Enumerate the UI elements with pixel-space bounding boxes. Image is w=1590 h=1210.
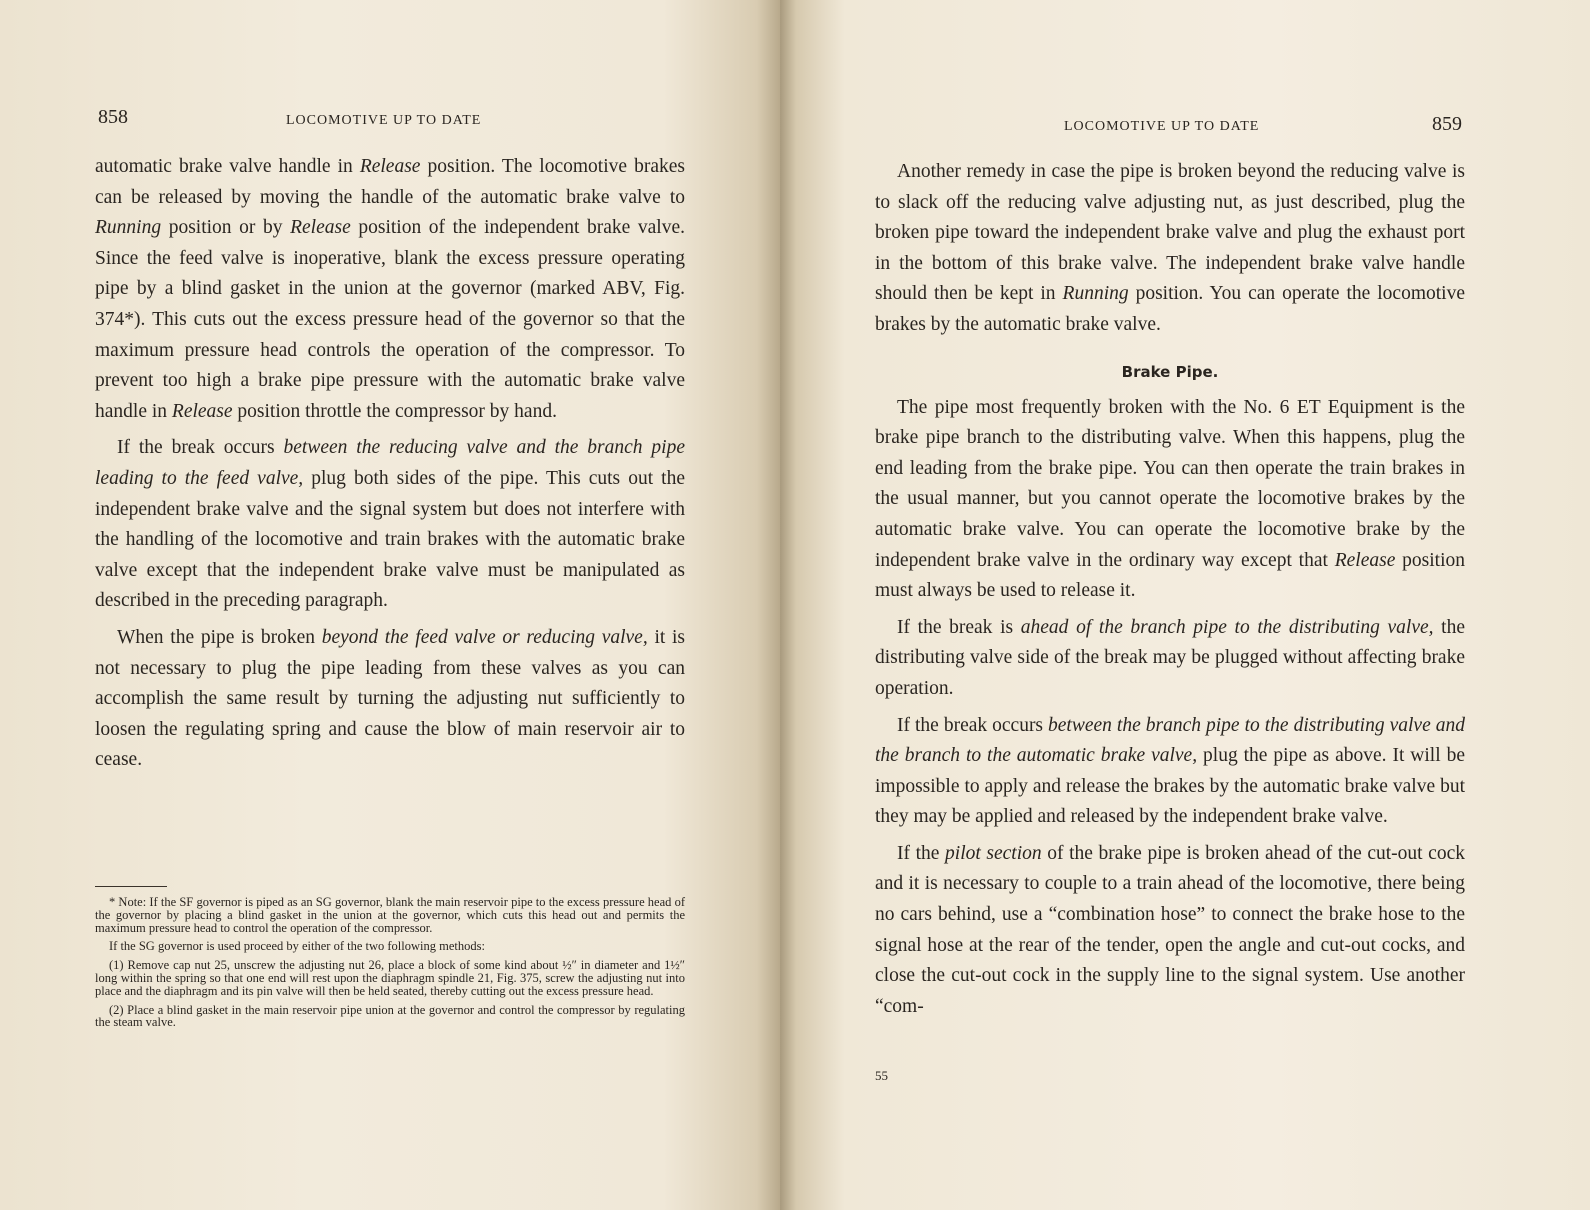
footnotes: [95, 896, 685, 1035]
italic-run: ahead of the branch pipe to the distributing valve,: [1020, 616, 1434, 638]
paragraphs-before-heading: [875, 157, 1465, 341]
paragraph: [875, 393, 1465, 607]
section-heading: Brake Pipe.: [1121, 362, 1219, 381]
signature-mark: 55: [875, 1068, 888, 1083]
text-run: If the break is: [897, 616, 1021, 638]
text-run: automatic brake valve handle in: [95, 156, 360, 177]
text-run: position of the independent brake valve. Since the feed valve is inoperative, blank the excess pressure operating pipe by a blind gasket in the union at the governor (marked ABV, Fig. 374*). This cuts out the excess pressure head of the governor so that the maximum pressure head controls the operation of the compressor. To prevent too high a brake pipe pressure with the automatic brake valve handle in: [95, 217, 685, 422]
footnote-paragraph: (1) Remove cap nut 25, unscrew the adjusting nut 26, place a block of some kind about ½″ in diameter and 1½″ long within the spring so that one end will rest upon the diaphragm spindle 21, Fig. 375, screw the adjusting nut into place and the diaphragm and its pin valve will then be held seated, thereby cutting out the excess pressure head.: [95, 958, 685, 998]
text-run: position throttle the compressor by hand.: [232, 400, 557, 422]
paragraph: [95, 623, 685, 776]
italic-run: Release: [290, 217, 351, 239]
paragraph: [875, 157, 1465, 341]
paragraphs-after-heading: [875, 393, 1465, 1023]
text-run: position. You can operate the locomotive brakes by the automatic brake valve.: [875, 283, 1465, 335]
italic-run: Release: [359, 156, 421, 177]
left-page: [0, 0, 780, 1210]
footnote-paragraph: (2) Place a blind gasket in the main reservoir pipe union at the governor and control the compressor by regulating the steam valve.: [95, 1002, 685, 1030]
italic-run: beyond the feed valve or reducing valve,: [321, 626, 648, 648]
italic-run: between the reducing valve and the branch pipe leading to the feed valve,: [95, 437, 686, 489]
right-body-text: [875, 157, 1465, 1022]
paragraph: [875, 711, 1465, 833]
right-page: [780, 0, 1590, 1210]
text-run: If the break occurs: [897, 714, 1049, 736]
text-run: position must always be used to release it.: [875, 549, 1466, 602]
text-run: the distributing valve side of the break may be plugged without affecting brake operation.: [875, 616, 1465, 699]
text-run: plug the pipe as above. It will be impossible to apply and release the brakes by the automatic brake valve but they may be applied and released by the independent brake valve.: [875, 745, 1465, 828]
italic-run: Release: [1334, 549, 1396, 571]
text-run: position or by: [161, 217, 291, 239]
left-body-text: [95, 152, 685, 776]
running-head: LOCOMOTIVE UP TO DATE: [286, 113, 482, 128]
running-head: LOCOMOTIVE UP TO DATE: [1064, 119, 1260, 134]
italic-run: Release: [171, 400, 233, 422]
paragraph: [95, 152, 685, 427]
text-run: The pipe most frequently broken with the No. 6 ET Equipment is the brake pipe branch to the distributing valve. When this happens, plug the end leading from the brake pipe. You can then operate the train brakes in the usual manner, but you cannot operate the locomotive brakes by the automatic brake valve. You can operate the locomotive brake by the independent brake valve in the ordinary way except that: [875, 396, 1465, 571]
italic-run: Running: [95, 217, 162, 239]
text-run: plug both sides of the pipe. This cuts out the independent brake valve and the signal system but does not interfere with the handling of the locomotive and train brakes with the automatic brake valve except that the independent brake valve must be manipulated as described in the preceding paragraph.: [95, 467, 685, 612]
italic-run: between the branch pipe to the distributing valve and the branch to the automatic brake valve,: [875, 714, 1465, 767]
paragraph: [95, 433, 685, 617]
text-run: it is not necessary to plug the pipe leading from these valves as you can accomplish the same result by turning the adjusting nut sufficiently to loosen the regulating spring and cause the blow of main reservoir air to cease.: [95, 626, 685, 771]
paragraph: [875, 839, 1465, 1023]
text-run: of the brake pipe is broken ahead of the cut-out cock and it is necessary to couple to a train ahead of the locomotive, there being no cars behind, use a “combination hose” to connect the brake hose to the signal hose at the rear of the tender, open the angle and cut-out cocks, and close the cut-out cock in the supply line to the signal system. Use another “com-: [875, 842, 1465, 1017]
italic-run: Running: [1062, 283, 1129, 305]
paragraph: [875, 613, 1465, 705]
italic-run: pilot section: [945, 842, 1042, 864]
page-number: 859: [1432, 113, 1462, 135]
text-run: Another remedy in case the pipe is broken beyond the reducing valve is to slack off the reducing valve adjusting nut, as just described, plug the broken pipe toward the independent brake valve and plug the exhaust port in the bottom of this brake valve. The independent brake valve handle should then be kept in: [875, 161, 1465, 305]
footnote-rule: [95, 886, 167, 887]
text-run: If the: [897, 842, 946, 864]
footnote-paragraph: * Note: If the SF governor is piped as an SG governor, blank the main reservoir pipe to the excess pressure head of the governor by placing a blind gasket in the union at the governor, which cuts this head out and permits the maximum pressure head to control the operation of the compressor.: [95, 895, 685, 935]
text-run: If the break occurs: [117, 437, 284, 459]
page-number: 858: [98, 106, 128, 128]
text-run: When the pipe is broken: [117, 626, 322, 648]
text-run: position. The locomotive brakes can be released by moving the handle of the automatic brake valve to: [95, 156, 685, 208]
footnote-paragraph: If the SG governor is used proceed by either of the two following methods:: [109, 939, 485, 954]
